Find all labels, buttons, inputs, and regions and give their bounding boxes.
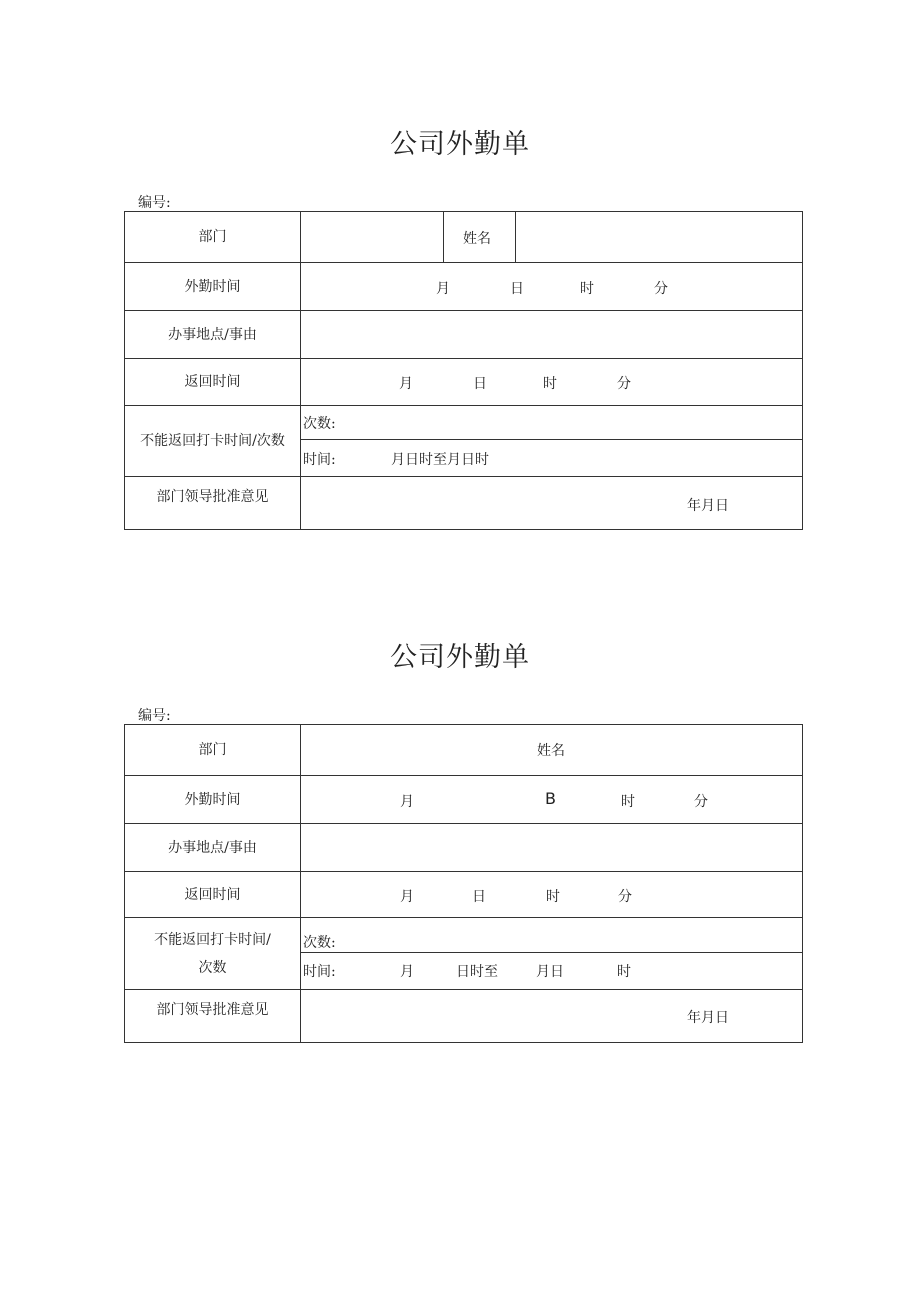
form2-return-time-label: 返回时间: [125, 872, 301, 917]
form1-return-minute: 分: [617, 376, 631, 392]
form1-name-field[interactable]: [516, 212, 802, 262]
form1-location-label: 办事地点/事由: [125, 311, 301, 358]
form2-time-month-day[interactable]: 月日: [536, 964, 564, 980]
form1-time-text[interactable]: 月日时至月日时: [391, 452, 489, 468]
form1-count-field[interactable]: [361, 406, 802, 439]
form2-out-minute: 分: [694, 794, 708, 810]
form2-out-time-field[interactable]: [301, 776, 802, 823]
form2-row-dept: [125, 725, 802, 775]
form2-table: [124, 724, 803, 1043]
form1-return-hour: 时: [543, 376, 557, 392]
form1-no-return-divider: [301, 439, 802, 440]
form2-approval-date: 年月日: [687, 1010, 729, 1026]
form1-approval-label: 部门领导批准意见: [125, 477, 301, 529]
form1-row-dept: [125, 212, 802, 262]
form2-approval-field[interactable]: [301, 990, 802, 1042]
form1-return-time-field[interactable]: [301, 359, 802, 405]
form1-row-return-time: [125, 358, 802, 405]
form2-time-month[interactable]: 月: [400, 964, 414, 980]
form1-no-return-label: 不能返回打卡时间/次数: [125, 406, 301, 476]
form2-no-return-label-line1: 不能返回打卡时间/: [154, 931, 271, 948]
form2-dept-label: 部门: [125, 725, 301, 775]
form2-return-minute: 分: [618, 889, 632, 905]
form1-out-time-label: 外勤时间: [125, 263, 301, 310]
form2-row-no-return: [125, 917, 802, 989]
form2-return-month: 月: [400, 889, 414, 905]
form2-out-month: 月: [400, 794, 414, 810]
form2-no-return-label: [125, 918, 301, 989]
form1-out-month: 月: [436, 281, 450, 297]
form2-row-approval: [125, 989, 802, 1042]
form2-count-field[interactable]: [361, 918, 802, 952]
form1-out-time-field[interactable]: [301, 263, 802, 310]
form2-no-return-label-line2: 次数: [198, 959, 227, 976]
form2-approval-label: 部门领导批准意见: [125, 990, 301, 1042]
form1-dept-divider: [443, 212, 444, 262]
form2-row-out-time: [125, 775, 802, 823]
form1-dept-field[interactable]: [301, 212, 802, 262]
form1-title: 公司外勤单: [390, 129, 530, 160]
form2-out-day: B: [545, 789, 556, 808]
form2-title: 公司外勤单: [390, 642, 530, 673]
form1-serial-label: 编号:: [138, 195, 171, 211]
form1-table: [124, 211, 803, 530]
form1-return-time-label: 返回时间: [125, 359, 301, 405]
form2-time-day-to[interactable]: 日时至: [456, 964, 498, 980]
form2-return-hour: 时: [546, 889, 560, 905]
form2-return-day: 日: [472, 889, 486, 905]
form1-dept-label: 部门: [125, 212, 301, 262]
form1-approval-field[interactable]: [301, 477, 802, 529]
form1-time-label: 时间:: [303, 452, 336, 468]
form2-serial-label: 编号:: [138, 708, 171, 724]
form2-out-time-label: 外勤时间: [125, 776, 301, 823]
form2-out-hour: 时: [621, 794, 635, 810]
form1-count-label: 次数:: [303, 416, 336, 432]
form2-row-return-time: [125, 871, 802, 917]
form1-approval-date: 年月日: [687, 498, 729, 514]
form1-no-return-field: [301, 406, 802, 476]
form1-out-minute: 分: [654, 281, 668, 297]
form2-return-time-field[interactable]: [301, 872, 802, 917]
form1-name-label: 姓名: [463, 231, 491, 247]
form2-time-label: 时间:: [303, 964, 336, 980]
form2-location-field[interactable]: [301, 824, 802, 871]
form2-no-return-divider: [301, 952, 802, 953]
form2-count-label: 次数:: [303, 935, 336, 951]
form1-return-month: 月: [399, 376, 413, 392]
form2-no-return-field: [301, 918, 802, 989]
form2-dept-field[interactable]: [301, 725, 802, 775]
form1-out-hour: 时: [580, 281, 594, 297]
form2-row-location: [125, 823, 802, 871]
form2-time-hour[interactable]: 时: [617, 964, 631, 980]
form1-location-field[interactable]: [301, 311, 802, 358]
form1-row-no-return: [125, 405, 802, 476]
form2-name-label: 姓名: [537, 743, 565, 759]
form1-row-out-time: [125, 262, 802, 310]
form1-row-location: [125, 310, 802, 358]
form1-out-day: 日: [510, 281, 524, 297]
form1-row-approval: [125, 476, 802, 529]
form2-location-label: 办事地点/事由: [125, 824, 301, 871]
form1-return-day: 日: [473, 376, 487, 392]
